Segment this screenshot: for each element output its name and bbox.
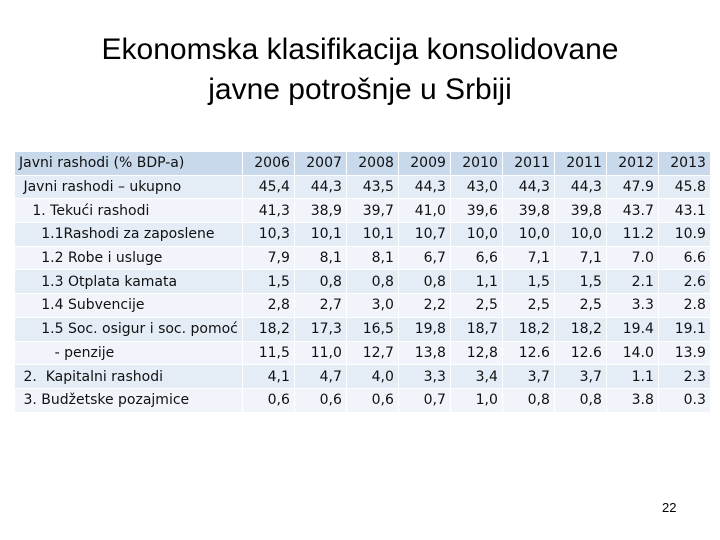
table-cell: 2,8 xyxy=(242,294,294,318)
table-cell: 3.3 xyxy=(606,294,658,318)
table-cell: 10,0 xyxy=(554,223,606,247)
table-cell: 3,7 xyxy=(502,365,554,389)
table-cell: 44,3 xyxy=(294,175,346,199)
header-cell: 2008 xyxy=(346,152,398,176)
table-row xyxy=(15,199,711,223)
table-cell: 12.6 xyxy=(554,341,606,365)
table-cell: 6,6 xyxy=(450,246,502,270)
table-cell: 19,8 xyxy=(398,317,450,341)
row-label: Javni rashodi – ukupno xyxy=(15,175,243,199)
table-cell: 39,6 xyxy=(450,199,502,223)
table-cell: 43,5 xyxy=(346,175,398,199)
row-label: 2. Kapitalni rashodi xyxy=(15,365,243,389)
table-row xyxy=(15,341,711,365)
table-cell: 1,0 xyxy=(450,388,502,412)
table-cell: 18,2 xyxy=(502,317,554,341)
table-header-row xyxy=(15,152,711,176)
table-cell: 18,2 xyxy=(554,317,606,341)
slide-title xyxy=(40,30,680,110)
table-row xyxy=(15,175,711,199)
table-cell: 10,7 xyxy=(398,223,450,247)
header-cell: 2011 xyxy=(502,152,554,176)
table-cell: 17,3 xyxy=(294,317,346,341)
table-row xyxy=(15,365,711,389)
row-label: 1.2 Robe i usluge xyxy=(15,246,243,270)
table-cell: 18,2 xyxy=(242,317,294,341)
table-cell: 8,1 xyxy=(294,246,346,270)
table-cell: 7,1 xyxy=(554,246,606,270)
header-cell: 2011 xyxy=(554,152,606,176)
title-line-1: Ekonomska klasifikacija konsolidovane xyxy=(101,33,619,66)
table-cell: 7,1 xyxy=(502,246,554,270)
row-label: 1.4 Subvencije xyxy=(15,294,243,318)
table-cell: 4,7 xyxy=(294,365,346,389)
table-cell: 0,6 xyxy=(294,388,346,412)
table-cell: 16,5 xyxy=(346,317,398,341)
table-cell: 6.6 xyxy=(658,246,710,270)
table-row xyxy=(15,388,711,412)
table-cell: 19.4 xyxy=(606,317,658,341)
table-cell: 2,2 xyxy=(398,294,450,318)
table-cell: 4,0 xyxy=(346,365,398,389)
table-row xyxy=(15,270,711,294)
table-cell: 2,5 xyxy=(554,294,606,318)
table-cell: 2.1 xyxy=(606,270,658,294)
table-cell: 14.0 xyxy=(606,341,658,365)
table-cell: 1,5 xyxy=(554,270,606,294)
table-cell: 43.7 xyxy=(606,199,658,223)
table-cell: 10,0 xyxy=(502,223,554,247)
row-label: 1.1Rashodi za zaposlene xyxy=(15,223,243,247)
table-cell: 39,7 xyxy=(346,199,398,223)
table-cell: 0,8 xyxy=(398,270,450,294)
table-row xyxy=(15,317,711,341)
table-cell: 0,8 xyxy=(502,388,554,412)
table-cell: 13.9 xyxy=(658,341,710,365)
table-cell: 2.8 xyxy=(658,294,710,318)
table-cell: 0.3 xyxy=(658,388,710,412)
table-cell: 2.3 xyxy=(658,365,710,389)
table-cell: 1,5 xyxy=(502,270,554,294)
expenditure-table xyxy=(14,151,711,413)
table-cell: 0,7 xyxy=(398,388,450,412)
header-cell: 2009 xyxy=(398,152,450,176)
header-cell: 2006 xyxy=(242,152,294,176)
table-row xyxy=(15,294,711,318)
table-cell: 44,3 xyxy=(398,175,450,199)
table-cell: 2,5 xyxy=(450,294,502,318)
table-cell: 10,1 xyxy=(346,223,398,247)
table-cell: 18,7 xyxy=(450,317,502,341)
table-cell: 0,8 xyxy=(294,270,346,294)
table-cell: 6,7 xyxy=(398,246,450,270)
table-cell: 43.1 xyxy=(658,199,710,223)
table-cell: 11,5 xyxy=(242,341,294,365)
table-cell: 2.6 xyxy=(658,270,710,294)
table-cell: 44,3 xyxy=(554,175,606,199)
table-cell: 41,3 xyxy=(242,199,294,223)
table-row xyxy=(15,246,711,270)
table-body xyxy=(15,175,711,412)
table-cell: 3,7 xyxy=(554,365,606,389)
table-cell: 2,5 xyxy=(502,294,554,318)
table-cell: 45,4 xyxy=(242,175,294,199)
table-cell: 45.8 xyxy=(658,175,710,199)
table-cell: 41,0 xyxy=(398,199,450,223)
table-cell: 8,1 xyxy=(346,246,398,270)
table-cell: 11,0 xyxy=(294,341,346,365)
row-label: 1. Tekući rashodi xyxy=(15,199,243,223)
table-cell: 39,8 xyxy=(554,199,606,223)
table-cell: 0,6 xyxy=(242,388,294,412)
table-cell: 44,3 xyxy=(502,175,554,199)
table-cell: 10.9 xyxy=(658,223,710,247)
row-label: 1.5 Soc. osigur i soc. pomoć xyxy=(15,317,243,341)
table-cell: 10,0 xyxy=(450,223,502,247)
header-cell: 2013 xyxy=(658,152,710,176)
table-cell: 1,5 xyxy=(242,270,294,294)
header-cell: 2007 xyxy=(294,152,346,176)
table-cell: 0,8 xyxy=(346,270,398,294)
table-cell: 12.6 xyxy=(502,341,554,365)
table-cell: 19.1 xyxy=(658,317,710,341)
table-cell: 3,0 xyxy=(346,294,398,318)
table-row xyxy=(15,223,711,247)
header-cell: Javni rashodi (% BDP-a) xyxy=(15,152,243,176)
table-cell: 12,7 xyxy=(346,341,398,365)
row-label: 1.3 Otplata kamata xyxy=(15,270,243,294)
table-cell: 39,8 xyxy=(502,199,554,223)
title-line-2: javne potrošnje u Srbiji xyxy=(208,73,512,106)
page-number: 22 xyxy=(662,500,677,515)
table-cell: 11.2 xyxy=(606,223,658,247)
header-cell: 2010 xyxy=(450,152,502,176)
table-cell: 4,1 xyxy=(242,365,294,389)
table-cell: 3,4 xyxy=(450,365,502,389)
table-cell: 10,3 xyxy=(242,223,294,247)
table-cell: 1.1 xyxy=(606,365,658,389)
table-cell: 7.0 xyxy=(606,246,658,270)
table-cell: 0,8 xyxy=(554,388,606,412)
table-cell: 38,9 xyxy=(294,199,346,223)
table-cell: 1,1 xyxy=(450,270,502,294)
table-cell: 13,8 xyxy=(398,341,450,365)
table-cell: 12,8 xyxy=(450,341,502,365)
table-cell: 0,6 xyxy=(346,388,398,412)
header-cell: 2012 xyxy=(606,152,658,176)
table-cell: 3,3 xyxy=(398,365,450,389)
table-cell: 43,0 xyxy=(450,175,502,199)
row-label: - penzije xyxy=(15,341,243,365)
table-cell: 47.9 xyxy=(606,175,658,199)
row-label: 3. Budžetske pozajmice xyxy=(15,388,243,412)
table-cell: 10,1 xyxy=(294,223,346,247)
table-cell: 2,7 xyxy=(294,294,346,318)
table-cell: 3.8 xyxy=(606,388,658,412)
table-cell: 7,9 xyxy=(242,246,294,270)
